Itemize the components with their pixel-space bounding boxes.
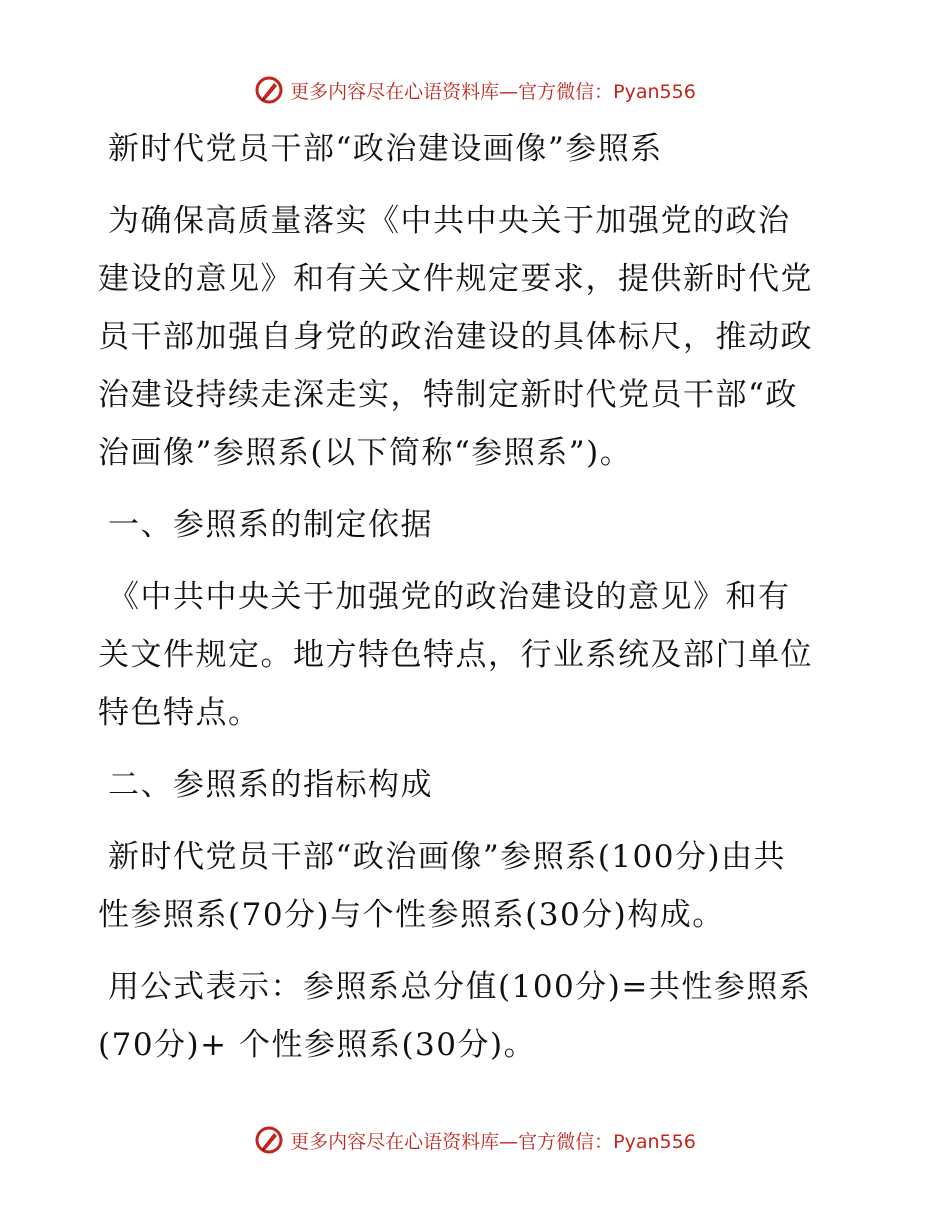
paragraph-line: 用公式表示：参照系总分值(100分)=共性参照系 bbox=[108, 969, 812, 1005]
document-title: 新时代党员干部“政治建设画像”参照系 bbox=[108, 131, 663, 167]
section-heading: 二、参照系的指标构成 bbox=[108, 767, 433, 803]
paragraph-line: 关文件规定。地方特色特点，行业系统及部门单位 bbox=[98, 637, 813, 673]
section-heading: 一、参照系的制定依据 bbox=[108, 507, 433, 543]
paragraph-line: 《中共中央关于加强党的政治建设的意见》和有 bbox=[108, 579, 791, 615]
pen-logo-icon bbox=[254, 75, 284, 105]
document-body bbox=[98, 120, 850, 1074]
paragraph-line: 建设的意见》和有关文件规定要求，提供新时代党 bbox=[98, 261, 813, 297]
paragraph-line: 新时代党员干部“政治画像”参照系(100分)由共 bbox=[108, 839, 787, 875]
paragraph-line: 治建设持续走深走实，特制定新时代党员干部“政 bbox=[98, 377, 798, 413]
paragraph-line: 治画像”参照系(以下简称“参照系”)。 bbox=[98, 435, 633, 471]
header-watermark bbox=[0, 70, 950, 110]
watermark-text: 更多内容尽在心语资料库—官方微信：Pyan556 bbox=[290, 1130, 696, 1153]
pen-logo-icon bbox=[254, 1125, 284, 1155]
watermark-text: 更多内容尽在心语资料库—官方微信：Pyan556 bbox=[290, 80, 696, 103]
paragraph-line: (70分)+ 个性参照系(30分)。 bbox=[98, 1027, 537, 1063]
paragraph-line: 特色特点。 bbox=[98, 695, 261, 731]
paragraph-line: 为确保高质量落实《中共中央关于加强党的政治 bbox=[108, 203, 791, 239]
paragraph-line: 员干部加强自身党的政治建设的具体标尺，推动政 bbox=[98, 319, 813, 355]
footer-watermark bbox=[0, 1120, 950, 1160]
paragraph-line: 性参照系(70分)与个性参照系(30分)构成。 bbox=[98, 897, 725, 933]
